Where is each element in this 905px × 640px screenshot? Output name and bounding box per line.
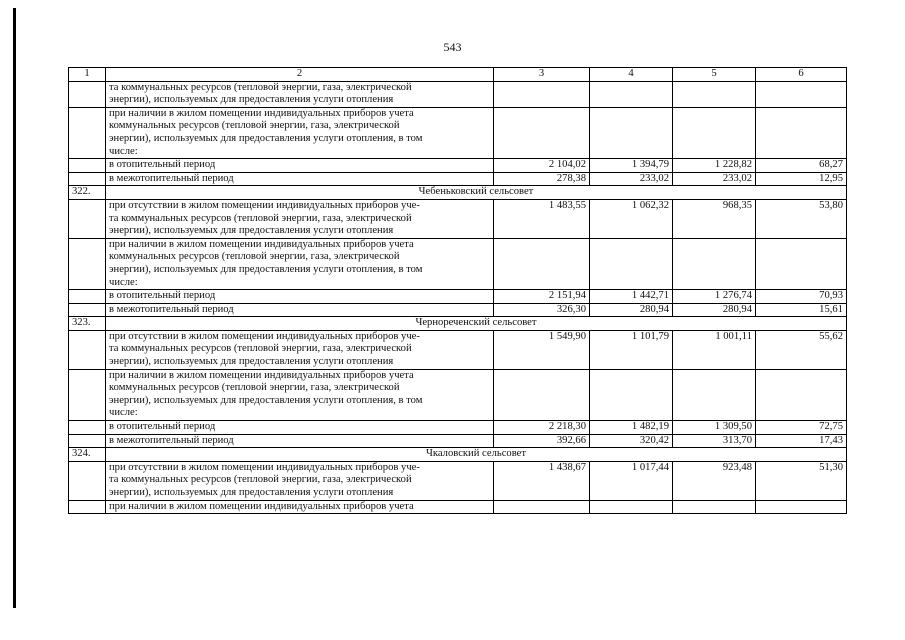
value-cell-col-4: 1 482,19: [590, 421, 673, 435]
value-cell-col-6: [756, 238, 847, 289]
value-cell-col-6: 12,95: [756, 172, 847, 186]
description-line: числе:: [109, 407, 138, 419]
value-cell-col-6: 70,93: [756, 290, 847, 304]
description-line: в отопительный период: [109, 290, 216, 302]
row-number-cell: [69, 81, 106, 107]
value-cell-col-3: [494, 238, 590, 289]
value-cell-col-5: 1 001,11: [673, 330, 756, 369]
description-cell: [106, 461, 494, 500]
description-line: та коммунальных ресурсов (тепловой энергии, газа, электрической: [109, 343, 412, 355]
description-line: энергии), используемых для предоставления услуги отопления, в том: [109, 394, 423, 406]
description-cell: [106, 421, 494, 435]
value-cell-col-4: 1 062,32: [590, 199, 673, 238]
description-line: в межотопительный период: [109, 172, 234, 184]
value-cell-col-3: [494, 107, 590, 158]
value-cell-col-3: 278,38: [494, 172, 590, 186]
description-line: энергии), используемых для предоставления услуги отопления: [109, 487, 394, 498]
value-cell-col-6: [756, 107, 847, 158]
table-row: [69, 303, 847, 317]
column-header: 3: [494, 68, 590, 82]
column-header: 2: [106, 68, 494, 82]
column-header: 5: [673, 68, 756, 82]
value-cell-col-3: 1 438,67: [494, 461, 590, 500]
value-cell-col-6: [756, 81, 847, 107]
value-cell-col-3: 2 151,94: [494, 290, 590, 304]
row-number-cell: [69, 290, 106, 304]
value-cell-col-5: [673, 500, 756, 514]
value-cell-col-5: 968,35: [673, 199, 756, 238]
value-cell-col-6: [756, 500, 847, 514]
value-cell-col-6: 15,61: [756, 303, 847, 317]
value-cell-col-3: 326,30: [494, 303, 590, 317]
value-cell-col-5: 280,94: [673, 303, 756, 317]
description-cell: [106, 172, 494, 186]
description-cell: [106, 107, 494, 158]
section-number: 324.: [69, 448, 106, 462]
row-number-cell: [69, 172, 106, 186]
table-row: [69, 199, 847, 238]
description-cell: [106, 303, 494, 317]
value-cell-col-6: [756, 369, 847, 420]
value-cell-col-3: 1 549,90: [494, 330, 590, 369]
value-cell-col-4: 233,02: [590, 172, 673, 186]
table-row: [69, 238, 847, 289]
section-title: Чебеньковский сельсовет: [106, 186, 847, 200]
value-cell-col-5: [673, 369, 756, 420]
description-cell: [106, 238, 494, 289]
description-cell: [106, 81, 494, 107]
table-row: [69, 421, 847, 435]
description-cell: [106, 330, 494, 369]
value-cell-col-4: [590, 81, 673, 107]
section-row: [69, 317, 847, 331]
binding-edge-line: [13, 8, 16, 608]
column-header: 6: [756, 68, 847, 82]
value-cell-col-4: 1 394,79: [590, 159, 673, 173]
section-row: [69, 448, 847, 462]
description-line: коммунальных ресурсов (тепловой энергии, газа, электрической: [109, 382, 400, 394]
value-cell-col-6: 53,80: [756, 199, 847, 238]
table-row: [69, 290, 847, 304]
description-line: в межотопительный период: [109, 303, 234, 315]
value-cell-col-3: [494, 500, 590, 514]
description-line: при наличии в жилом помещении индивидуальных приборов учета: [109, 500, 414, 512]
description-cell: [106, 199, 494, 238]
row-number-cell: [69, 303, 106, 317]
description-line: коммунальных ресурсов (тепловой энергии, газа, электрической: [109, 251, 400, 263]
description-cell: [106, 500, 494, 514]
description-cell: [106, 369, 494, 420]
value-cell-col-6: 72,75: [756, 421, 847, 435]
value-cell-col-6: 68,27: [756, 159, 847, 173]
table-row: [69, 500, 847, 514]
table-row: [69, 369, 847, 420]
value-cell-col-6: 17,43: [756, 434, 847, 448]
table-row: [69, 159, 847, 173]
row-number-cell: [69, 369, 106, 420]
value-cell-col-5: 1 228,82: [673, 159, 756, 173]
section-title: Чкаловский сельсовет: [106, 448, 847, 462]
value-cell-col-4: [590, 500, 673, 514]
row-number-cell: [69, 434, 106, 448]
description-line: в отопительный период: [109, 159, 216, 171]
column-header: 1: [69, 68, 106, 82]
description-line: числе:: [109, 145, 138, 157]
description-line: та коммунальных ресурсов (тепловой энергии, газа, электрической: [109, 474, 412, 486]
table-row: [69, 330, 847, 369]
description-line: при наличии в жилом помещении индивидуальных приборов учета: [109, 238, 414, 250]
value-cell-col-3: 1 483,55: [494, 199, 590, 238]
row-number-cell: [69, 159, 106, 173]
description-line: та коммунальных ресурсов (тепловой энергии, газа, электрической: [109, 212, 412, 224]
section-number: 322.: [69, 186, 106, 200]
value-cell-col-5: [673, 81, 756, 107]
value-cell-col-5: 313,70: [673, 434, 756, 448]
description-line: при отсутствии в жилом помещении индивидуальных приборов уче-: [109, 330, 420, 342]
page-number: 543: [443, 40, 462, 54]
tariff-table: [68, 67, 847, 514]
table-row: [69, 81, 847, 107]
value-cell-col-4: 1 101,79: [590, 330, 673, 369]
value-cell-col-4: 320,42: [590, 434, 673, 448]
value-cell-col-4: 280,94: [590, 303, 673, 317]
description-line: энергии), используемых для предоставления услуги отопления: [109, 225, 394, 237]
value-cell-col-3: 2 218,30: [494, 421, 590, 435]
table-row: [69, 461, 847, 500]
column-number-row: [69, 68, 847, 82]
description-line: в отопительный период: [109, 421, 216, 433]
row-number-cell: [69, 107, 106, 158]
row-number-cell: [69, 461, 106, 500]
value-cell-col-4: 1 442,71: [590, 290, 673, 304]
table-body: [69, 81, 847, 514]
value-cell-col-4: [590, 369, 673, 420]
section-number: 323.: [69, 317, 106, 331]
description-line: числе:: [109, 276, 138, 288]
row-number-cell: [69, 199, 106, 238]
value-cell-col-6: 55,62: [756, 330, 847, 369]
value-cell-col-5: 1 276,74: [673, 290, 756, 304]
value-cell-col-5: 1 309,50: [673, 421, 756, 435]
value-cell-col-6: 51,30: [756, 461, 847, 500]
value-cell-col-3: [494, 81, 590, 107]
row-number-cell: [69, 330, 106, 369]
description-line: при наличии в жилом помещении индивидуальных приборов учета: [109, 107, 414, 119]
value-cell-col-3: 2 104,02: [494, 159, 590, 173]
description-cell: [106, 290, 494, 304]
description-cell: [106, 159, 494, 173]
row-number-cell: [69, 421, 106, 435]
description-cell: [106, 434, 494, 448]
description-line: та коммунальных ресурсов (тепловой энергии, газа, электрической: [109, 81, 412, 93]
description-line: при отсутствии в жилом помещении индивидуальных приборов уче-: [109, 461, 420, 473]
column-header: 4: [590, 68, 673, 82]
value-cell-col-5: 233,02: [673, 172, 756, 186]
description-line: при отсутствии в жилом помещении индивидуальных приборов уче-: [109, 199, 420, 211]
section-row: [69, 186, 847, 200]
value-cell-col-4: [590, 238, 673, 289]
table-row: [69, 172, 847, 186]
description-line: энергии), используемых для предоставления услуги отопления, в том: [109, 132, 423, 144]
description-line: при наличии в жилом помещении индивидуальных приборов учета: [109, 369, 414, 381]
table-row: [69, 434, 847, 448]
value-cell-col-3: [494, 369, 590, 420]
value-cell-col-5: [673, 107, 756, 158]
value-cell-col-5: [673, 238, 756, 289]
description-line: энергии), используемых для предоставления услуги отопления, в том: [109, 263, 423, 275]
description-line: коммунальных ресурсов (тепловой энергии, газа, электрической: [109, 120, 400, 132]
row-number-cell: [69, 500, 106, 514]
value-cell-col-4: [590, 107, 673, 158]
value-cell-col-3: 392,66: [494, 434, 590, 448]
description-line: в межотопительный период: [109, 434, 234, 446]
description-line: энергии), используемых для предоставления услуги отопления: [109, 356, 394, 368]
description-line: энергии), используемых для предоставления услуги отопления: [109, 94, 394, 106]
section-title: Чернореченский сельсовет: [106, 317, 847, 331]
table-row: [69, 107, 847, 158]
value-cell-col-4: 1 017,44: [590, 461, 673, 500]
row-number-cell: [69, 238, 106, 289]
value-cell-col-5: 923,48: [673, 461, 756, 500]
